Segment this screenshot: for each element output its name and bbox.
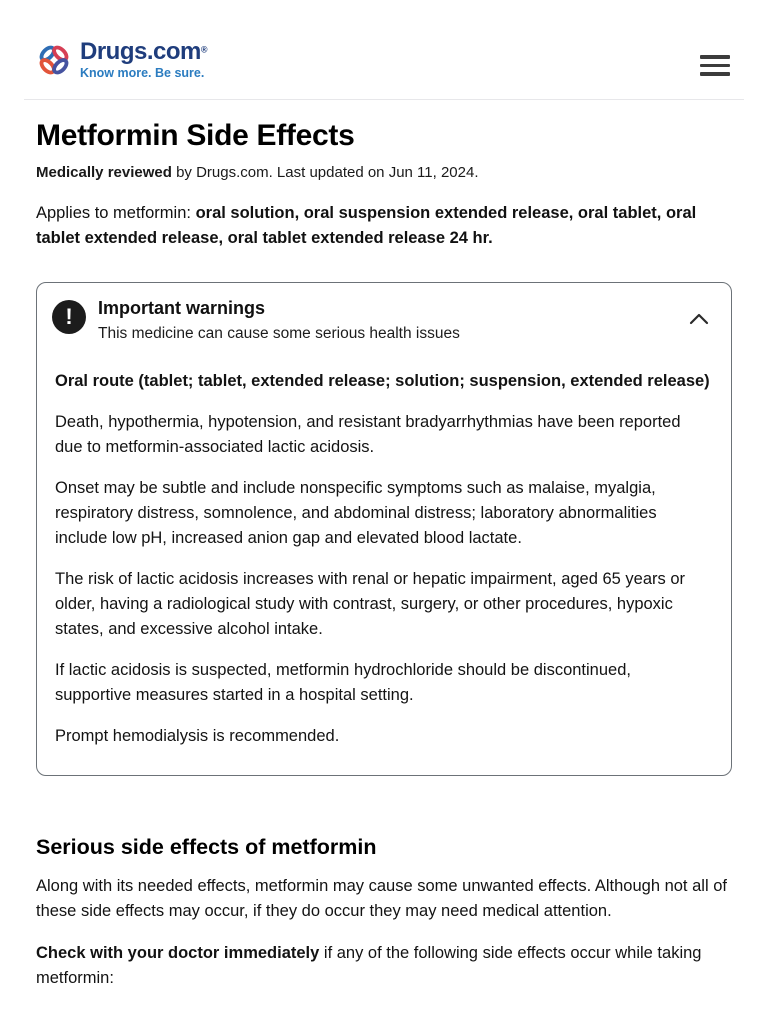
page-title: Metformin Side Effects: [36, 118, 355, 152]
medically-reviewed-link[interactable]: Medically reviewed: [36, 163, 172, 181]
check-doctor-rest: if any of the following side effects occur while taking metformin:: [36, 943, 702, 987]
warnings-card-header[interactable]: [37, 283, 731, 343]
warnings-subtitle: This medicine can cause some serious health issues: [98, 324, 460, 342]
menu-bar: [700, 64, 730, 68]
applies-forms: oral solution, oral suspension extended release, oral tablet, oral tablet extended release, oral tablet extended release 24 hr.: [36, 203, 697, 247]
warning-paragraph: Death, hypothermia, hypotension, and resistant bradyarrhythmias have been reported due to metformin-associated lactic acidosis.: [55, 412, 681, 456]
logo-text: [80, 40, 208, 80]
main-content: [0, 119, 768, 991]
serious-side-effects-heading: Serious side effects of metformin: [36, 834, 377, 859]
review-meta: [36, 164, 732, 181]
important-warnings-card: [36, 282, 732, 776]
review-meta-rest: by Drugs.com. Last updated on Jun 11, 2024.: [171, 163, 479, 181]
warnings-header-text: [98, 298, 683, 343]
exclamation-glyph: !: [65, 303, 73, 329]
warnings-body: [37, 343, 731, 775]
logo-brand: Drugs.com: [80, 38, 201, 65]
warning-paragraph: The risk of lactic acidosis increases with renal or hepatic impairment, aged 65 years or older, having a radiological study with contrast, surgery, or other procedures, hypoxic states, and excessive alcohol intake.: [55, 569, 686, 638]
logo-tagline: Know more. Be sure.: [80, 66, 205, 80]
warning-paragraph: Onset may be subtle and include nonspecific symptoms such as malaise, myalgia, respiratory distress, somnolence, and abdominal distress; laboratory abnormalities include low pH, increased anion gap and elevated blood lactate.: [55, 478, 657, 547]
applies-to-line: [36, 201, 732, 251]
serious-intro-paragraph: Along with its needed effects, metformin may cause some unwanted effects. Although not all of these side effects may occur, if they do occur they may need medical attention.: [36, 876, 727, 920]
drugscom-pinwheel-icon: [36, 42, 72, 78]
warnings-title: Important warnings: [98, 297, 266, 318]
applies-lead: Applies to metformin:: [36, 203, 196, 222]
menu-bar: [700, 55, 730, 59]
site-header: [24, 0, 744, 100]
check-doctor-line: [36, 941, 732, 991]
exclamation-circle-icon: [52, 300, 86, 334]
route-heading: Oral route (tablet; tablet, extended release; solution; suspension, extended release): [55, 371, 710, 390]
warning-paragraph: If lactic acidosis is suspected, metformin hydrochloride should be discontinued, supportive measures started in a hospital setting.: [55, 660, 631, 704]
warning-paragraph: Prompt hemodialysis is recommended.: [55, 726, 340, 745]
chevron-up-icon[interactable]: [683, 304, 715, 336]
logo-trademark: ®: [200, 44, 208, 55]
check-doctor-lead: Check with your doctor immediately: [36, 943, 320, 962]
hamburger-menu-icon[interactable]: [698, 44, 732, 87]
drugscom-logo[interactable]: [36, 40, 208, 80]
menu-bar: [700, 72, 730, 76]
